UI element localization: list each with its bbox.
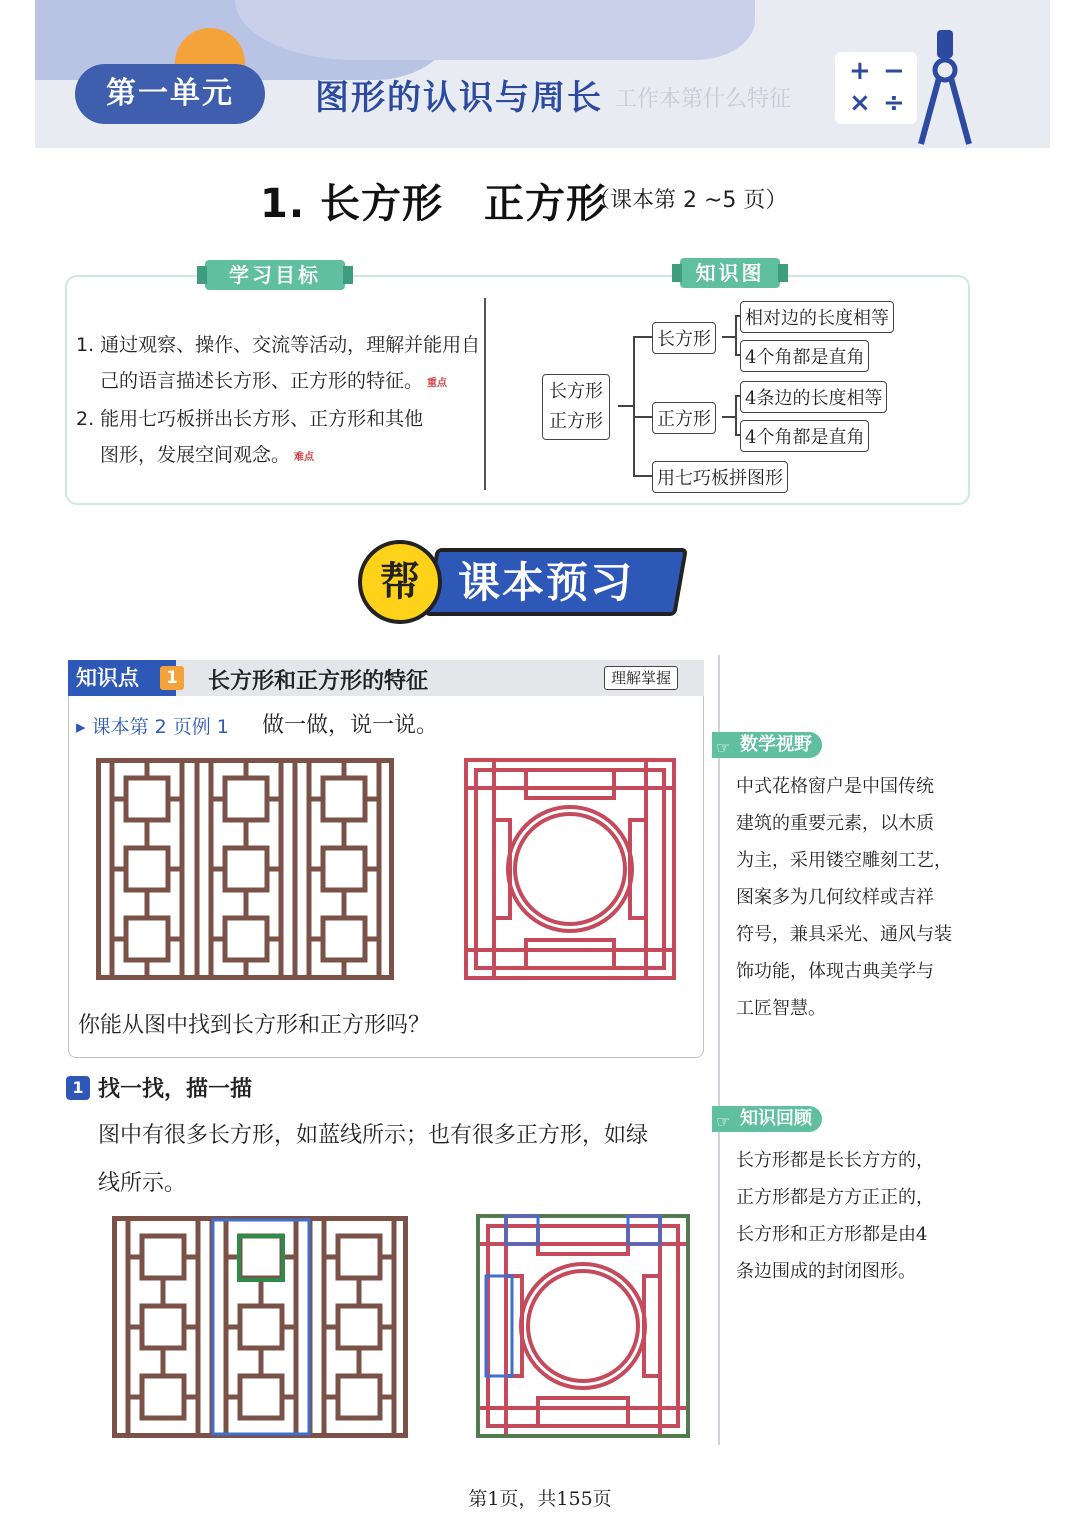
key-point-badge: 重点 — [427, 378, 448, 389]
goal-1-line-1: 1. 通过观察、操作、交流等活动，理解并能用自 — [76, 334, 481, 356]
green-square-highlight — [478, 1216, 688, 1436]
banner-faded-text: 工作本第什么特征 — [615, 87, 792, 112]
vision-line: 建筑的重要元素，以木质 — [736, 813, 934, 834]
unit-title: 图形的认识与周长 — [315, 78, 603, 118]
review-line: 正方形都是方方正正的， — [736, 1187, 934, 1208]
traced-circle-window-image — [476, 1214, 690, 1438]
pointing-hand-icon: ☞ — [716, 1112, 731, 1131]
map-connector — [618, 405, 634, 407]
pointing-hand-icon: ☞ — [716, 738, 731, 757]
map-square-prop-2: 4个角都是直角 — [740, 420, 869, 452]
map-root-line-1: 长方形 — [549, 381, 603, 402]
map-connector — [633, 336, 653, 338]
map-rect-prop-1: 相对边的长度相等 — [740, 301, 894, 333]
vision-line: 为主，采用镂空雕刻工艺， — [736, 850, 952, 871]
map-connector — [633, 416, 653, 418]
map-connector — [633, 475, 653, 477]
example-question: 你能从图中找到长方形和正方形吗？ — [78, 1013, 431, 1038]
difficult-point-badge: 难点 — [294, 452, 315, 463]
knowledge-point-title: 长方形和正方形的特征 — [208, 669, 429, 694]
map-rectangle-node: 长方形 — [652, 322, 716, 354]
green-square-highlight — [239, 1236, 283, 1280]
knowledge-review-tag-text: 知识回顾 — [740, 1108, 812, 1129]
example-task: 做一做，说一说。 — [262, 713, 439, 738]
minus-symbol: − — [883, 56, 905, 86]
math-vision-tag-text: 数学视野 — [740, 734, 812, 755]
map-connector — [722, 336, 736, 338]
math-symbols-icon — [835, 52, 917, 124]
map-root — [542, 374, 610, 440]
divide-symbol: ÷ — [883, 88, 905, 118]
review-line: 长方形和正方形都是由4 — [736, 1224, 928, 1245]
knowledge-point-number: 1 — [160, 666, 184, 690]
step-text-line-2: 线所示。 — [98, 1171, 187, 1196]
step-title: 找一找，描一描 — [98, 1077, 253, 1102]
goal-2-text: 图形，发展空间观念。 — [100, 444, 291, 466]
knowledge-point-label-text: 知识点 — [76, 666, 139, 690]
map-square-node: 正方形 — [652, 402, 716, 434]
map-rect-prop-2: 4个角都是直角 — [740, 340, 869, 372]
map-square-prop-1: 4条边的长度相等 — [740, 381, 887, 413]
plus-symbol: + — [849, 56, 871, 86]
map-connector — [633, 336, 635, 476]
goal-1-line-2 — [100, 366, 447, 393]
unit-label: 第一单元 — [75, 64, 265, 124]
unit-banner — [35, 0, 1050, 148]
vision-line: 工匠智慧。 — [736, 998, 826, 1019]
vision-line: 中式花格窗户是中国传统 — [736, 776, 934, 797]
map-tangram-node: 用七巧板拼图形 — [652, 461, 788, 493]
sidebar-divider — [718, 655, 720, 1445]
lesson-reference: （课本第 2 ~5 页） — [588, 188, 788, 213]
goals-tag: 学习目标 — [205, 260, 345, 290]
banner-wave — [235, 0, 755, 60]
step-text-line-1: 图中有很多长方形，如蓝线所示；也有很多正方形，如绿 — [98, 1123, 649, 1148]
review-line: 长方形都是长长方方的， — [736, 1150, 934, 1171]
example-reference: ▸ 课本第 2 页例 1 — [76, 716, 229, 738]
times-symbol: × — [849, 88, 871, 118]
goal-2-line-1: 2. 能用七巧板拼出长方形、正方形和其他 — [76, 408, 424, 430]
map-root-line-2: 正方形 — [549, 411, 603, 432]
map-connector — [735, 315, 737, 355]
section-title: 课本预习 — [458, 558, 635, 607]
page-number: 第1页，共155页 — [468, 1488, 612, 1510]
map-connector — [722, 416, 736, 418]
section-badge: 帮 — [358, 540, 442, 624]
vision-line: 饰功能，体现古典美学与 — [736, 961, 934, 982]
blue-rectangle-highlight — [628, 1216, 660, 1244]
step-number-badge: 1 — [66, 1076, 90, 1100]
traced-lattice-window-image — [112, 1216, 408, 1438]
review-line: 条边围成的封闭图形。 — [736, 1261, 916, 1282]
mastery-level-badge: 理解掌握 — [604, 666, 678, 690]
goal-2-line-2 — [100, 440, 314, 467]
vision-line: 符号，兼具采光、通风与装 — [736, 924, 952, 945]
math-vision-tag — [712, 732, 822, 758]
blue-rectangle-highlight — [506, 1216, 538, 1244]
goal-1-text: 己的语言描述长方形、正方形的特征。 — [100, 370, 424, 392]
knowledge-map-tag: 知识图 — [680, 258, 780, 288]
panel-divider — [484, 298, 486, 490]
map-connector — [735, 395, 737, 435]
lesson-title: 1. 长方形 正方形 — [260, 181, 607, 227]
lattice-window-image — [96, 758, 394, 980]
circle-window-image — [464, 758, 676, 980]
vision-line: 图案多为几何纹样或吉祥 — [736, 887, 934, 908]
knowledge-review-tag — [712, 1106, 822, 1132]
compass-icon — [915, 30, 975, 148]
